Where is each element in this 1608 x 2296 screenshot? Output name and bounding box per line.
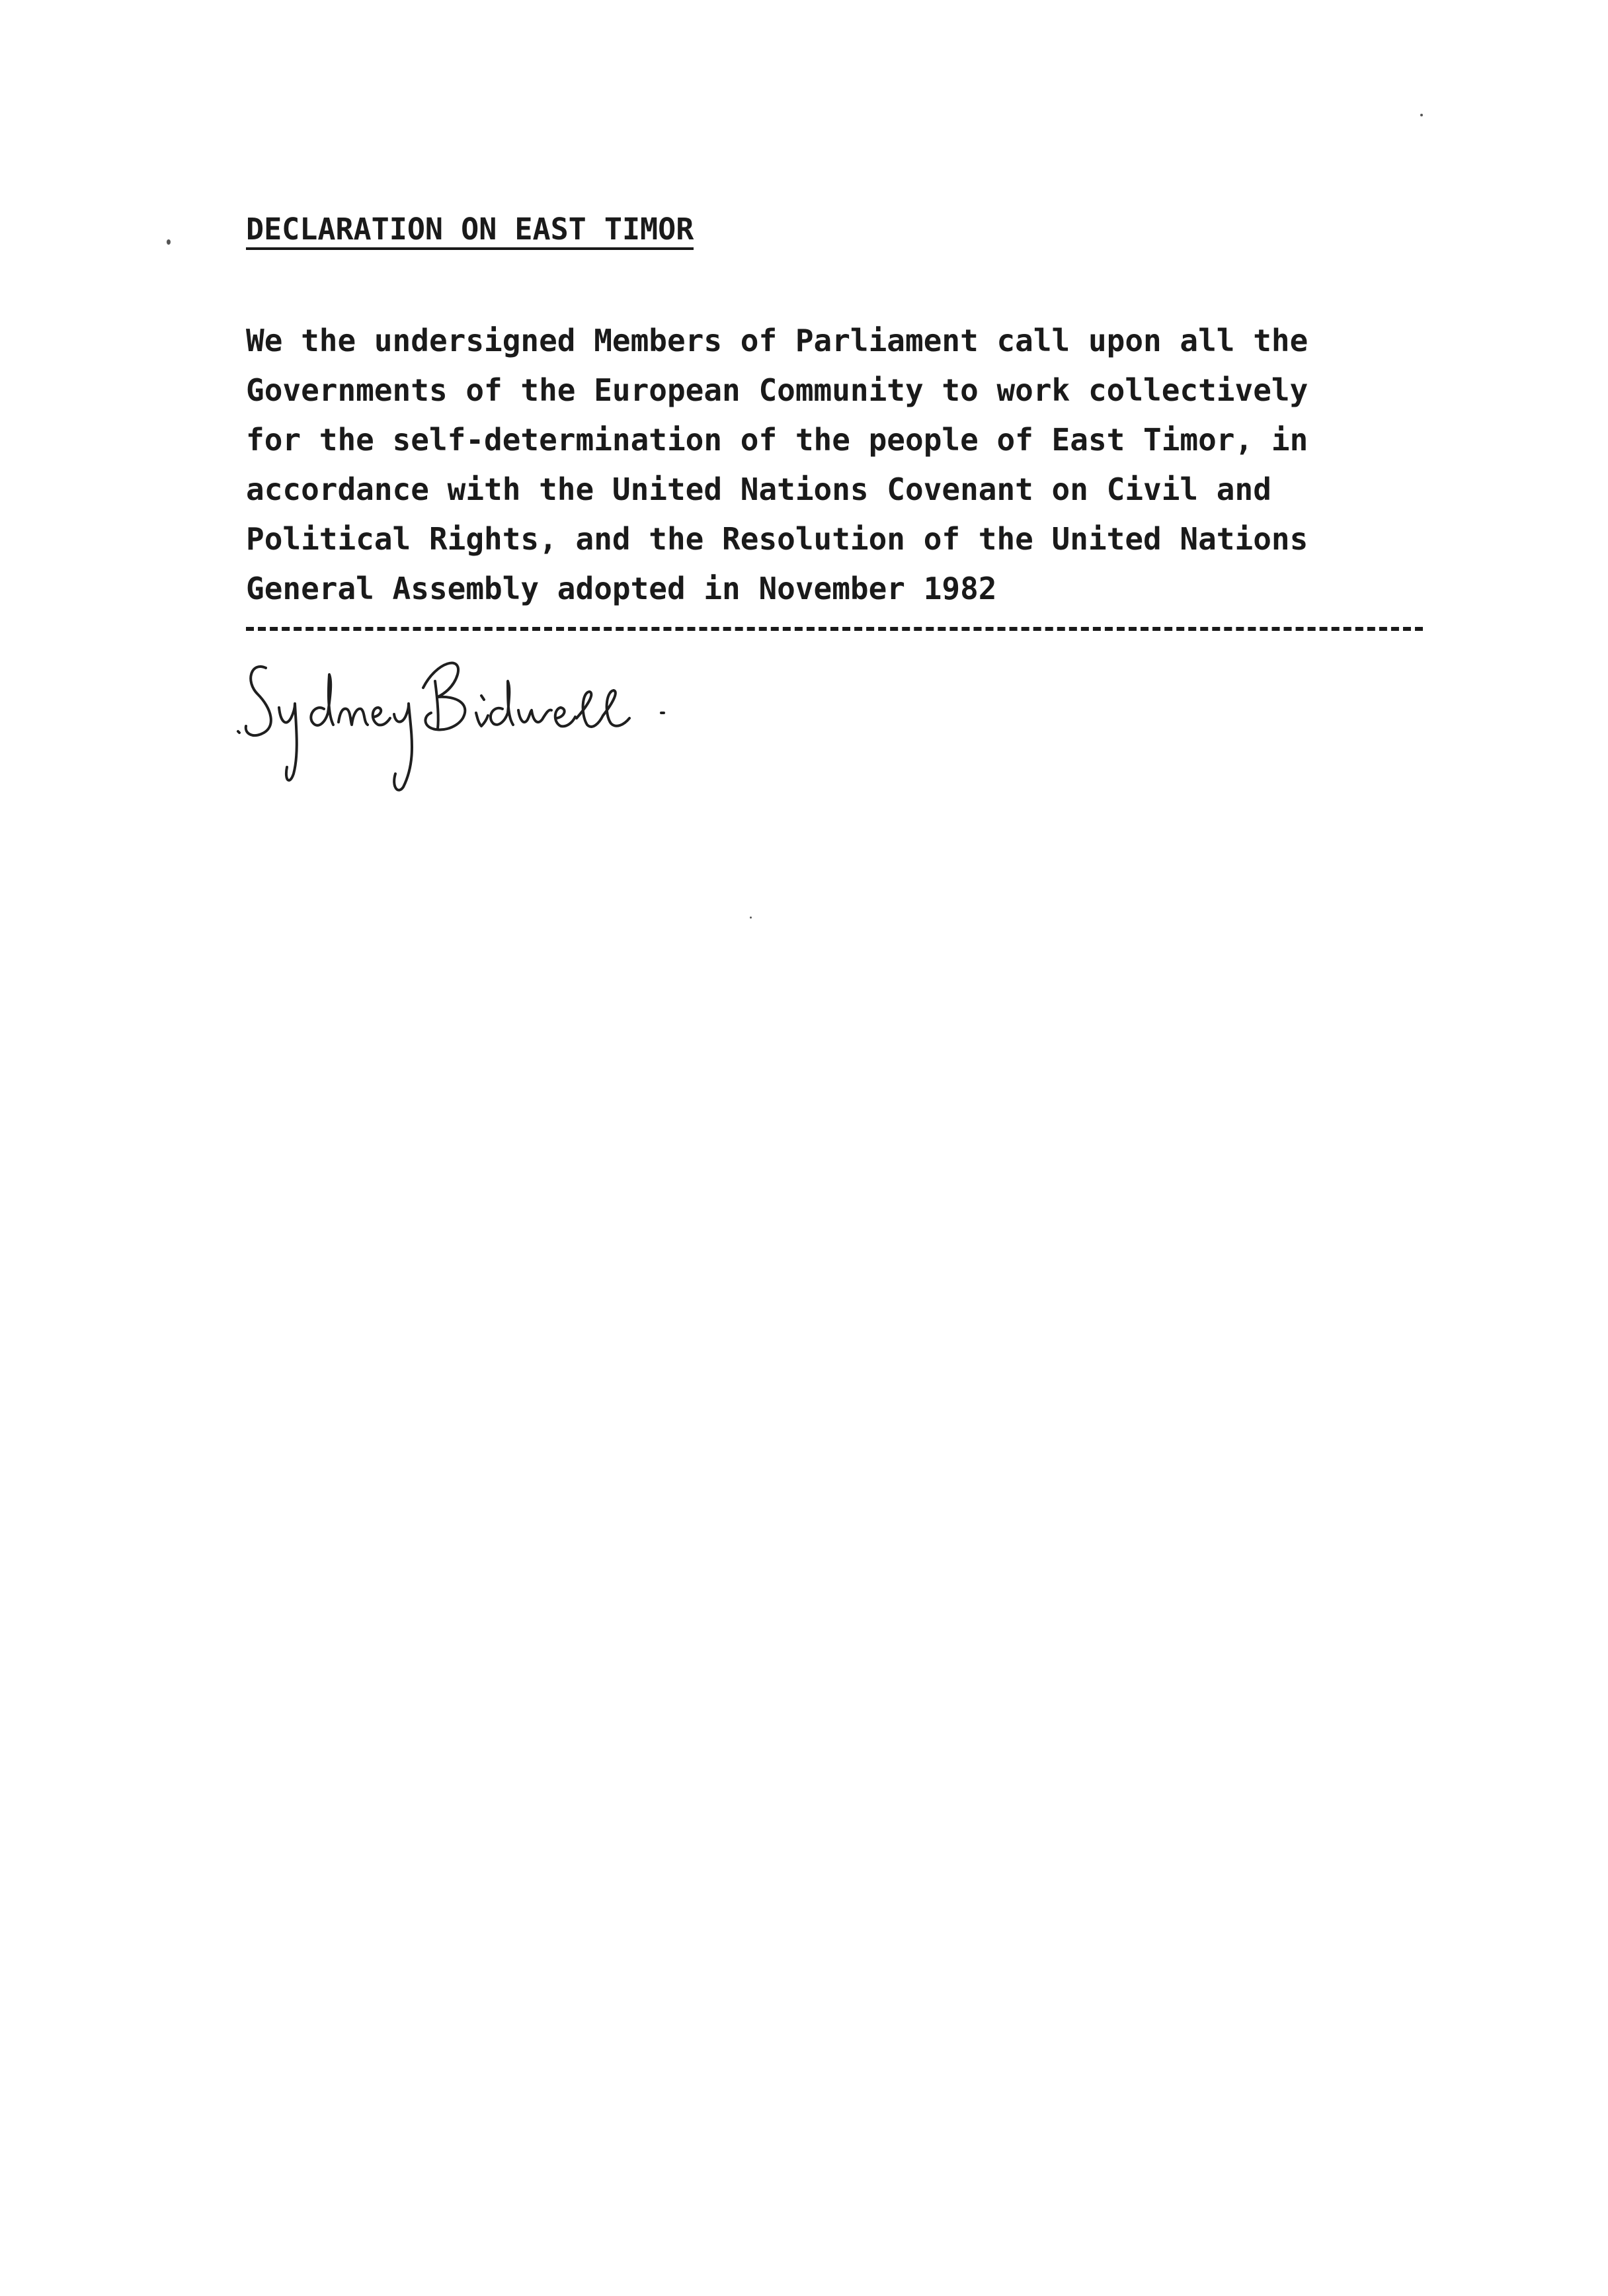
declaration-line: Political Rights, and the Resolution of the United Nations xyxy=(246,521,1308,557)
scan-speck xyxy=(750,917,752,919)
declaration-text xyxy=(246,316,1436,614)
declaration-line: accordance with the United Nations Covenant on Civil and xyxy=(246,472,1271,507)
scan-speck xyxy=(167,239,171,245)
document-title: DECLARATION ON EAST TIMOR xyxy=(246,213,694,250)
signature-line xyxy=(246,627,1423,631)
declaration-line: Governments of the European Community to work collectively xyxy=(246,372,1308,408)
declaration-line: General Assembly adopted in November 1982 xyxy=(246,571,997,606)
declaration-line: for the self-determination of the people of East Timor, in xyxy=(246,422,1308,458)
scan-speck xyxy=(1420,114,1423,116)
handwritten-signature xyxy=(225,635,741,794)
declaration-line: We the undersigned Members of Parliament call upon all the xyxy=(246,323,1308,358)
